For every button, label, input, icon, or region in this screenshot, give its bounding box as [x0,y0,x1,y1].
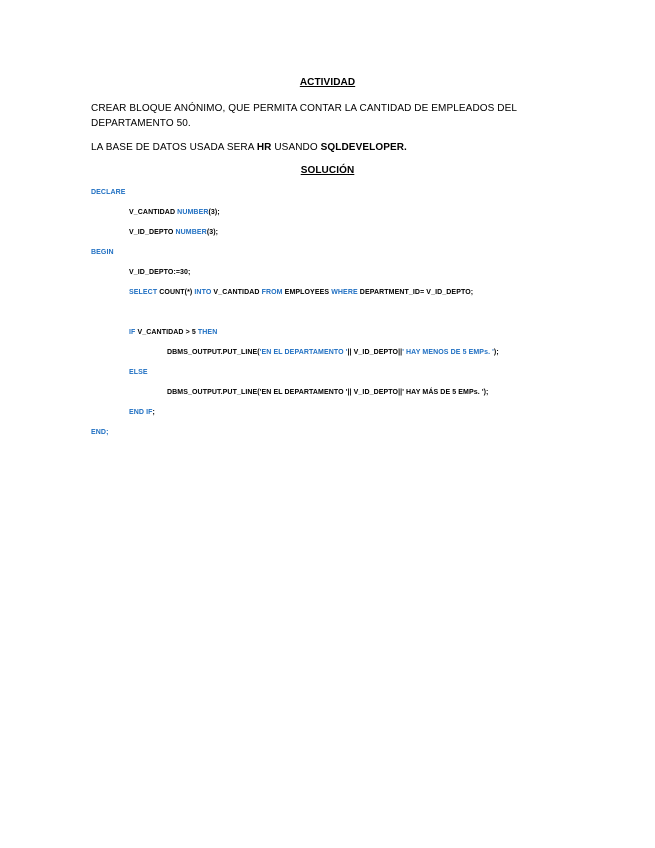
var-name: V_CANTIDAD [129,209,178,216]
keyword-where: WHERE [331,289,358,296]
code-if-line [129,329,217,336]
var-size: (3); [208,209,220,216]
solution-heading: SOLUCIÓN [300,165,355,176]
concat-expr: || V_ID_DEPTO|| [347,389,403,396]
code-line-v-id-depto [129,229,218,236]
keyword-into: INTO [194,289,212,296]
keyword-from: FROM [261,289,283,296]
string-literal: ' HAY MÁS DE 5 EMPs. ' [402,389,484,396]
var-size: (3); [206,229,219,236]
code-select-line [129,289,473,296]
keyword-number: NUMBER [177,209,209,216]
db-prefix: LA BASE DE DATOS USADA SERA [91,142,257,153]
string-literal: ' HAY MENOS DE 5 EMPs. ' [402,349,494,356]
close-paren: ); [483,389,489,396]
code-declare: DECLARE [91,189,126,196]
put-line-call: DBMS_OUTPUT.PUT_LINE( [167,349,260,356]
string-literal: 'EN EL DEPARTAMENTO ' [259,389,348,396]
code-put-line-menos [167,349,499,356]
keyword-select: SELECT [129,289,158,296]
count-expr: COUNT(*) [157,289,195,296]
activity-heading: ACTIVIDAD [299,77,356,88]
db-middle: USANDO [271,142,321,153]
keyword-end-if: END IF [129,409,153,416]
where-condition: DEPARTMENT_ID= V_ID_DEPTO; [357,289,474,296]
code-else: ELSE [129,369,148,376]
code-assign: V_ID_DEPTO:=30; [129,269,191,276]
put-line-call: DBMS_OUTPUT.PUT_LINE( [167,389,260,396]
db-tool: SQLDEVELOPER. [320,142,407,153]
code-begin: BEGIN [91,249,114,256]
db-name: HR [256,142,272,153]
var-name: V_ID_DEPTO [129,229,176,236]
database-note [91,140,561,155]
code-end-if [129,409,155,416]
close-paren: ); [493,349,499,356]
code-line-v-cantidad [129,209,220,216]
concat-expr: || V_ID_DEPTO|| [347,349,403,356]
table-name: EMPLOYEES [282,289,332,296]
keyword-then: THEN [197,329,218,336]
into-var: V_CANTIDAD [211,289,262,296]
code-put-line-mas [167,389,488,396]
task-description: CREAR BLOQUE ANÓNIMO, QUE PERMITA CONTAR LA CANTIDAD DE EMPLEADOS DEL DEPARTAMENTO 50. [91,103,517,129]
keyword-number: NUMBER [175,229,207,236]
keyword-if: IF [129,329,136,336]
if-condition: V_CANTIDAD > 5 [135,329,198,336]
code-end: END; [91,429,109,436]
string-literal: 'EN EL DEPARTAMENTO ' [259,349,348,356]
semicolon: ; [152,409,155,416]
